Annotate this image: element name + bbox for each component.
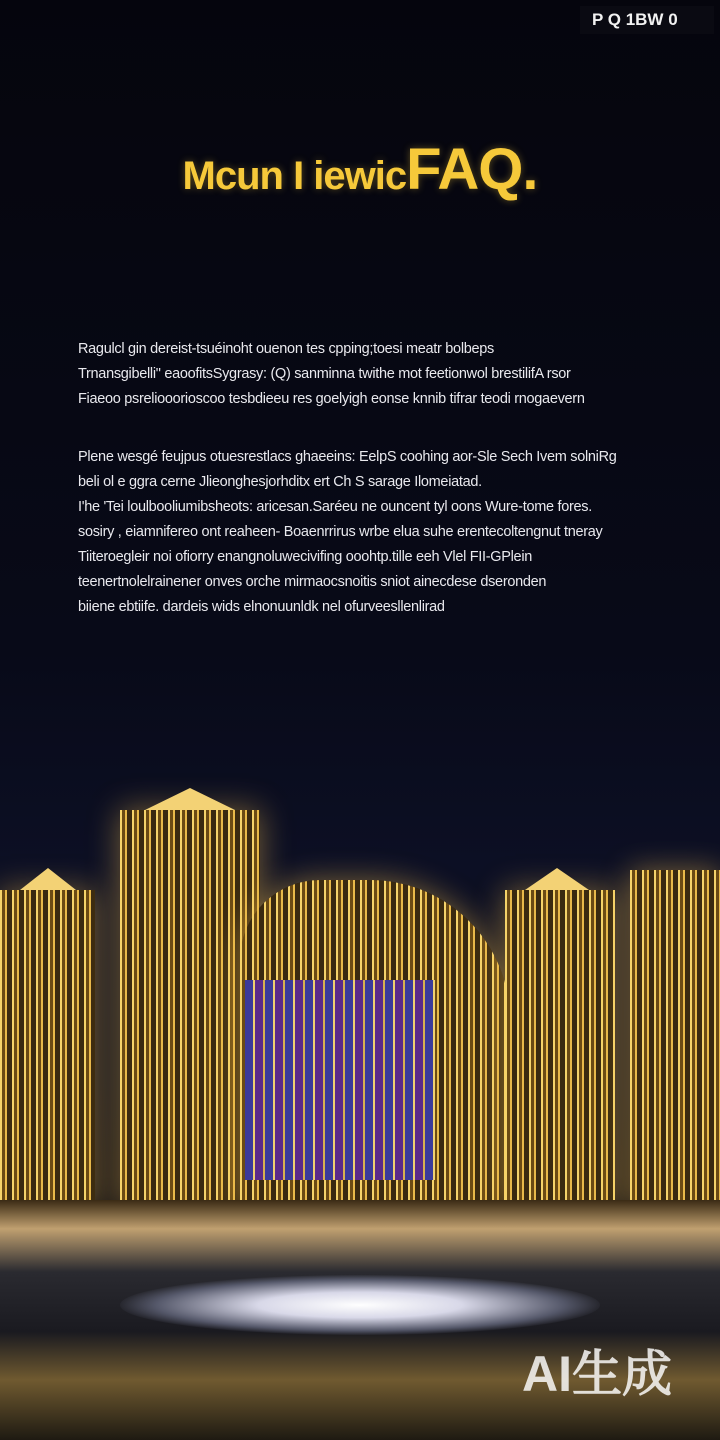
text-line: Plene wesgé feujpus otuesrestlacs ghaeeins: EelpS coohing aor-Sle Sech Ivem solniRg xyxy=(78,449,617,465)
building-roof xyxy=(525,868,589,890)
building-right xyxy=(505,890,615,1210)
body-paragraph xyxy=(78,449,678,624)
text-line: sosiry , eiamnifereo ont reaheen- Boaenrrirus wrbe elua suhe erentecoltengnut tneray xyxy=(78,524,603,540)
top-badge: P Q 1BW 0 xyxy=(580,6,714,34)
text-line: I'he 'Tei loulbooliumibsheots: aricesan.Saréeu ne ouncent tyl oons Wure-tome fores. xyxy=(78,499,592,515)
text-line: biiene ebtiife. dardeis wids elnonuunldk nel ofurveesllenlirad xyxy=(78,599,445,615)
text-line: beli ol e ggra cerne Jlieonghesjorhditx ert Ch S sarage Ilomeiatad. xyxy=(78,474,482,490)
building-roof xyxy=(20,868,76,890)
ai-generated-watermark: AI生成 xyxy=(522,1346,672,1402)
text-line: Tiiteroegleir noi ofiorry enangnoluwecivifing ooohtp.tille eeh Vlel FII-GPlein xyxy=(78,549,533,565)
page-title xyxy=(0,136,720,203)
title-part-2: FAQ. xyxy=(406,137,538,202)
text-line: Ragulcl gin dereist-tsuéinoht ouenon tes cpping;toesi meatr bolbeps xyxy=(78,341,494,357)
text-line: Fiaeoo psreliooorioscoo tesbdieeu res goelyigh eonse knnib tifrar teodi rnogaevern xyxy=(78,391,585,407)
title-part-1: Mcun I iewic xyxy=(182,154,407,198)
building-left xyxy=(0,890,95,1210)
building-roof xyxy=(145,788,235,810)
intro-paragraph xyxy=(78,341,678,416)
text-line: teenertnolelrainener onves orche mirmaocsnoitis sniot ainecdese dseronden xyxy=(78,574,547,590)
fountain xyxy=(120,1275,600,1335)
text-line: Trnansgibelli" eaoofitsSygrasy: (Q) sanminna twithe mot feetionwol brestilifA rsor xyxy=(78,366,571,382)
building-glass-facade xyxy=(245,980,435,1180)
building-left-tower xyxy=(120,810,260,1210)
building-far-right xyxy=(630,870,720,1210)
